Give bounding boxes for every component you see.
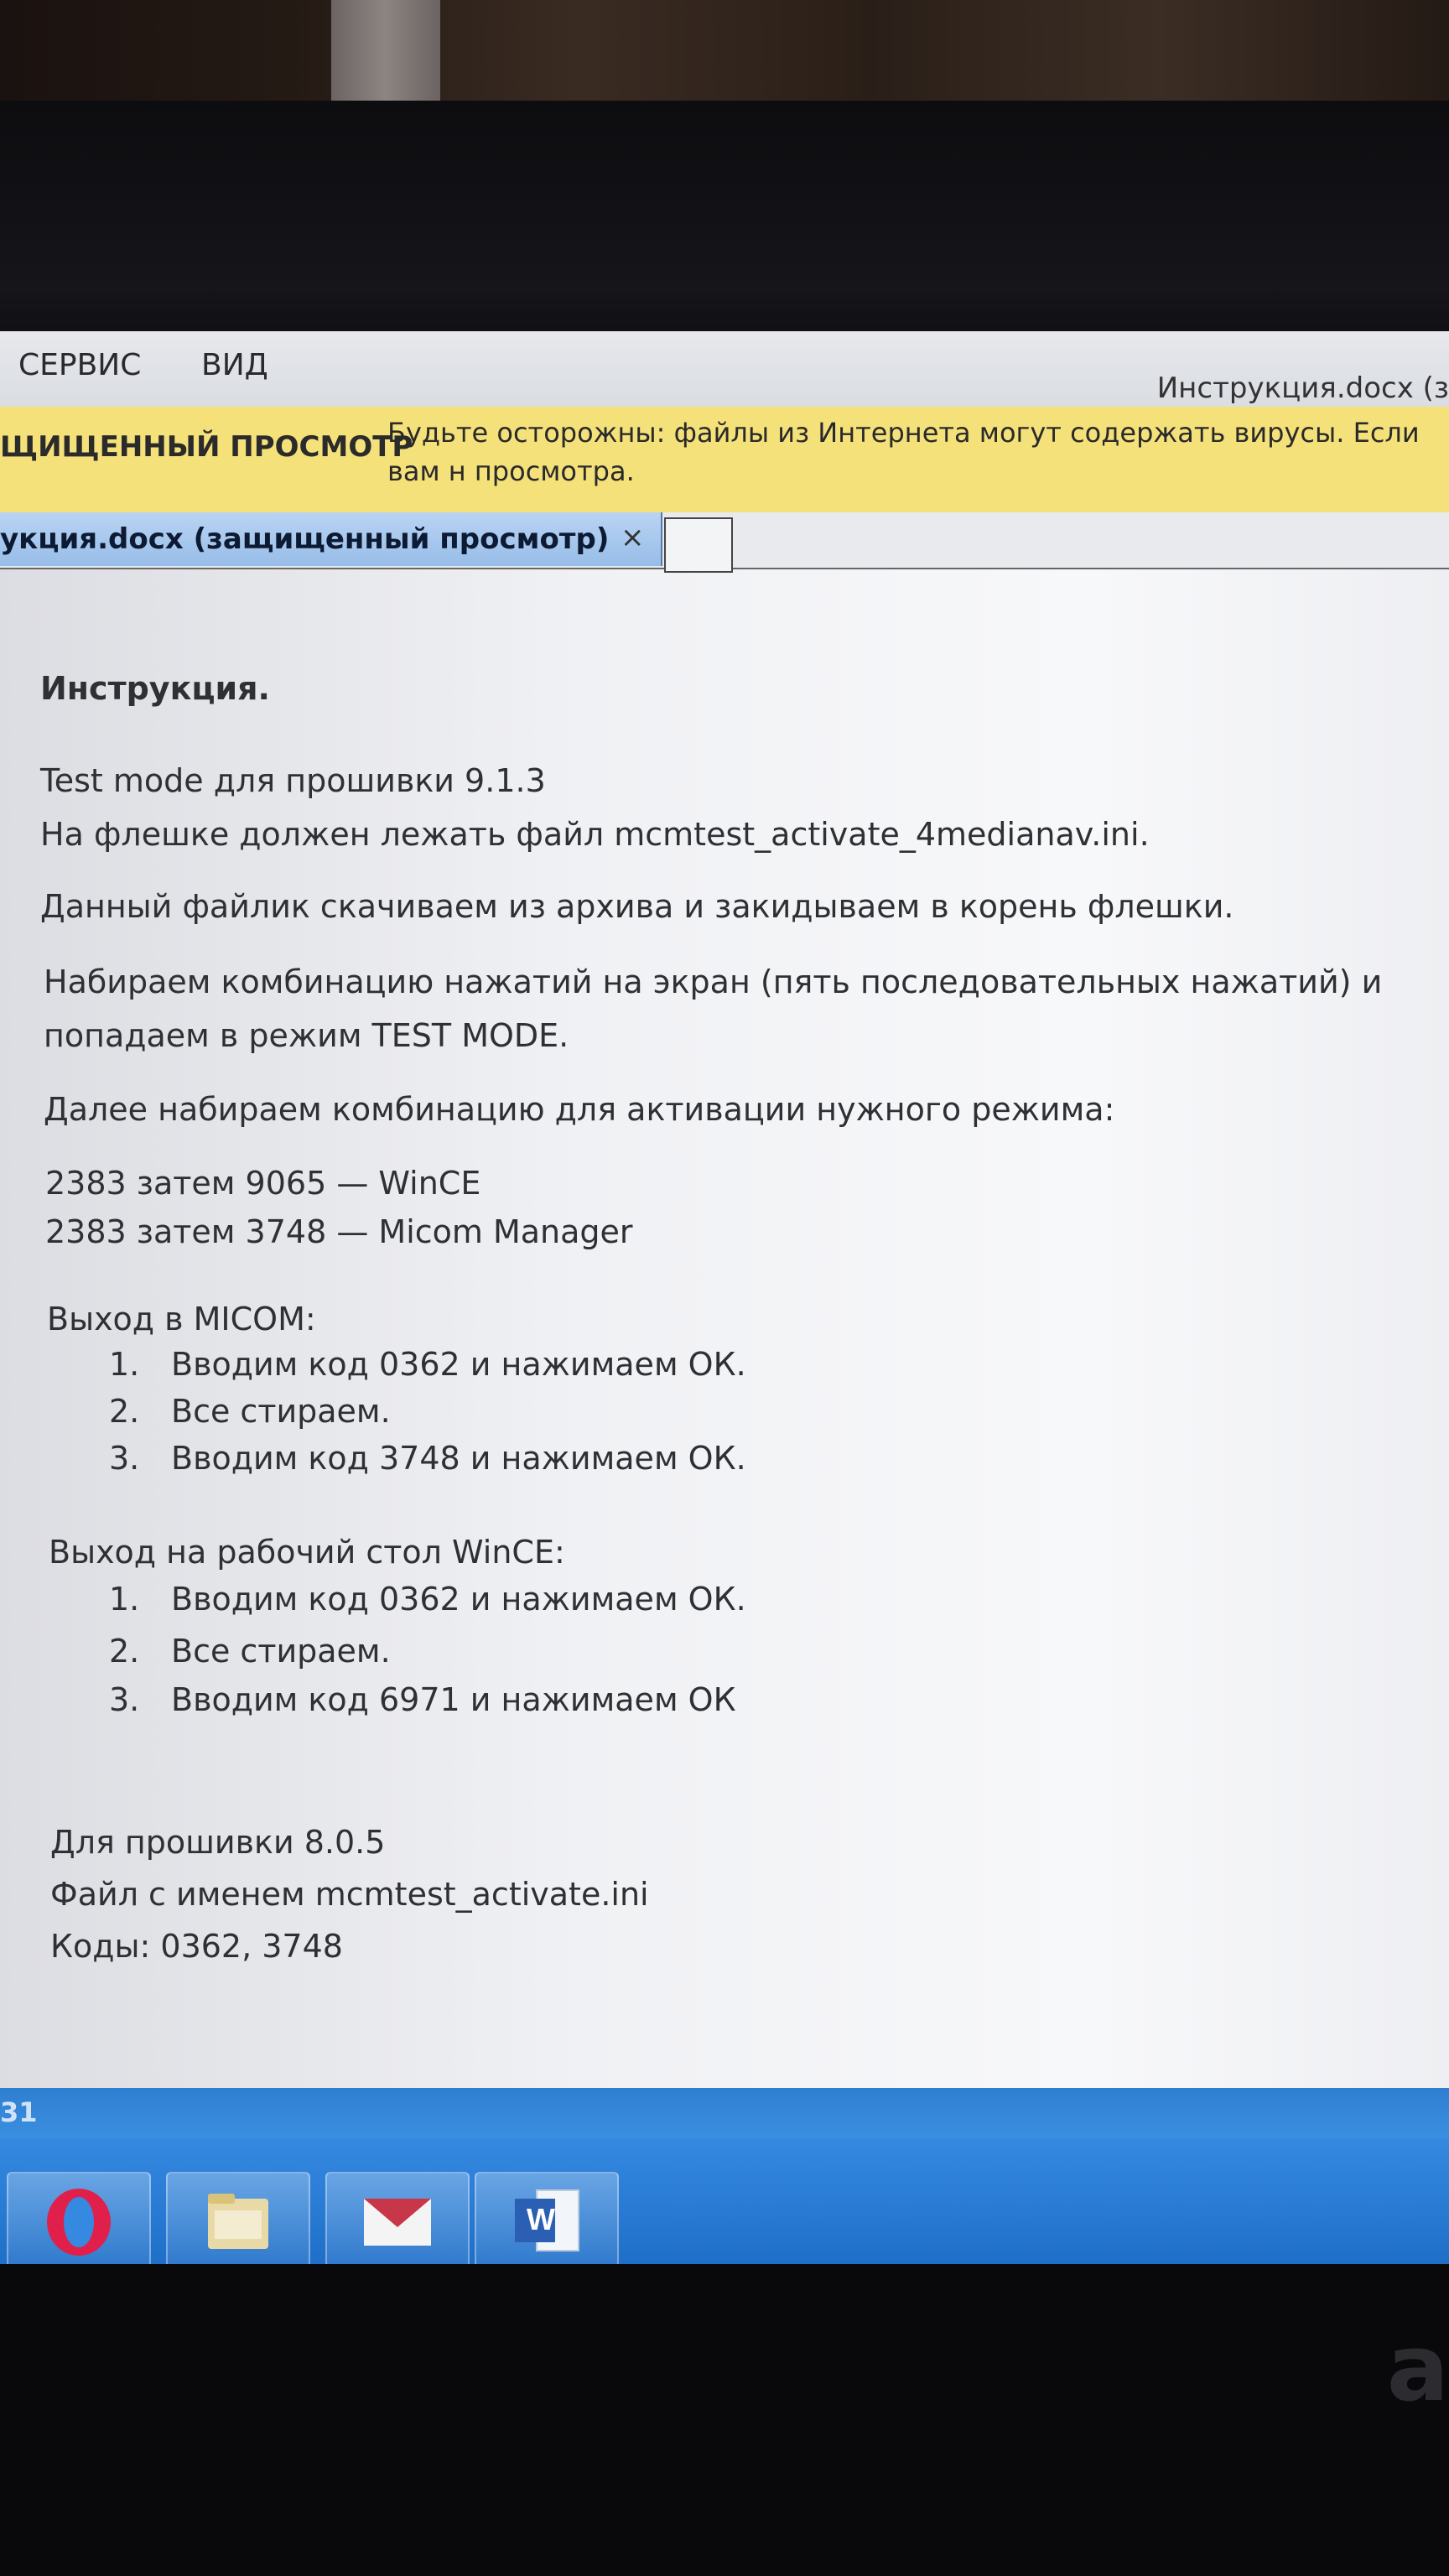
list-number: 2. xyxy=(109,1393,140,1430)
mail-icon xyxy=(356,2179,439,2262)
list-number: 1. xyxy=(109,1346,140,1383)
menu-item-service[interactable]: СЕРВИС xyxy=(18,348,142,382)
document-tab-row xyxy=(0,512,1449,569)
taskbar xyxy=(0,2138,1449,2264)
paragraph: Данный файлик скачиваем из архива и закидываем в корень флешки. xyxy=(40,888,1234,925)
document-heading: Инструкция. xyxy=(40,670,270,707)
monitor-bezel xyxy=(0,101,1449,335)
close-icon[interactable]: × xyxy=(621,521,645,554)
paragraph-line: Набираем комбинацию нажатий на экран (пять последовательных нажатий) и xyxy=(44,963,1383,1000)
paragraph: Далее набираем комбинацию для активации нужного режима: xyxy=(44,1091,1115,1128)
list-number: 1. xyxy=(109,1581,140,1618)
opera-icon xyxy=(37,2179,121,2262)
screen xyxy=(0,331,1449,2285)
status-bar-text: 31 xyxy=(0,2096,38,2128)
section-heading: Выход на рабочий стол WinCE: xyxy=(49,1534,565,1571)
paragraph-line: Test mode для прошивки 9.1.3 xyxy=(40,762,546,799)
background-window-light xyxy=(331,0,440,101)
background-wall xyxy=(0,0,1449,109)
status-bar xyxy=(0,2088,1449,2138)
list-item: Вводим код 0362 и нажимаем ОК. xyxy=(171,1581,746,1618)
list-item: Вводим код 3748 и нажимаем ОК. xyxy=(171,1440,746,1477)
document-tab[interactable] xyxy=(0,512,662,566)
window-title: Инструкция.docx (з xyxy=(1156,371,1449,405)
code-line: 2383 затем 9065 — WinCE xyxy=(45,1165,481,1202)
file-explorer-icon xyxy=(196,2179,280,2262)
code-line: 2383 затем 3748 — Micom Manager xyxy=(45,1213,633,1250)
list-item: Все стираем. xyxy=(171,1393,391,1430)
list-item: Вводим код 6971 и нажимаем ОК xyxy=(171,1681,736,1718)
protected-view-bar xyxy=(0,407,1449,515)
section-heading: Выход в MICOM: xyxy=(47,1301,316,1337)
paragraph-line: На флешке должен лежать файл mcmtest_activate_4medianav.ini. xyxy=(40,816,1150,853)
paragraph-line: Коды: 0362, 3748 xyxy=(50,1928,343,1965)
new-tab-button[interactable] xyxy=(664,517,733,573)
word-icon-letter: W xyxy=(527,2202,555,2236)
taskbar-opera-button[interactable] xyxy=(7,2172,151,2267)
list-number: 3. xyxy=(109,1681,140,1718)
document-tab-label: укция.docx (защищенный просмотр) xyxy=(0,522,610,556)
taskbar-file-explorer-button[interactable] xyxy=(166,2172,310,2267)
document-body xyxy=(0,568,1449,2270)
list-item: Все стираем. xyxy=(171,1633,391,1670)
paragraph-line: Для прошивки 8.0.5 xyxy=(50,1824,386,1861)
taskbar-word-button[interactable] xyxy=(475,2172,619,2267)
protected-view-message: Будьте осторожны: файлы из Интернета могут содержать вирусы. Если вам н просмотра. xyxy=(387,417,1420,487)
paragraph-line: Файл с именем mcmtest_activate.ini xyxy=(50,1876,649,1913)
menu-item-view[interactable]: ВИД xyxy=(201,348,268,382)
list-number: 3. xyxy=(109,1440,140,1477)
protected-view-title: ЩИЩЕННЫЙ ПРОСМОТР xyxy=(0,430,413,464)
laptop-brand-logo: a xyxy=(1386,2314,1449,2422)
list-item: Вводим код 0362 и нажимаем ОК. xyxy=(171,1346,746,1383)
list-number: 2. xyxy=(109,1633,140,1670)
ribbon-menubar xyxy=(0,331,1449,408)
laptop-body xyxy=(0,2264,1449,2576)
paragraph-line: попадаем в режим TEST MODE. xyxy=(44,1017,569,1054)
taskbar-mail-button[interactable] xyxy=(325,2172,470,2267)
